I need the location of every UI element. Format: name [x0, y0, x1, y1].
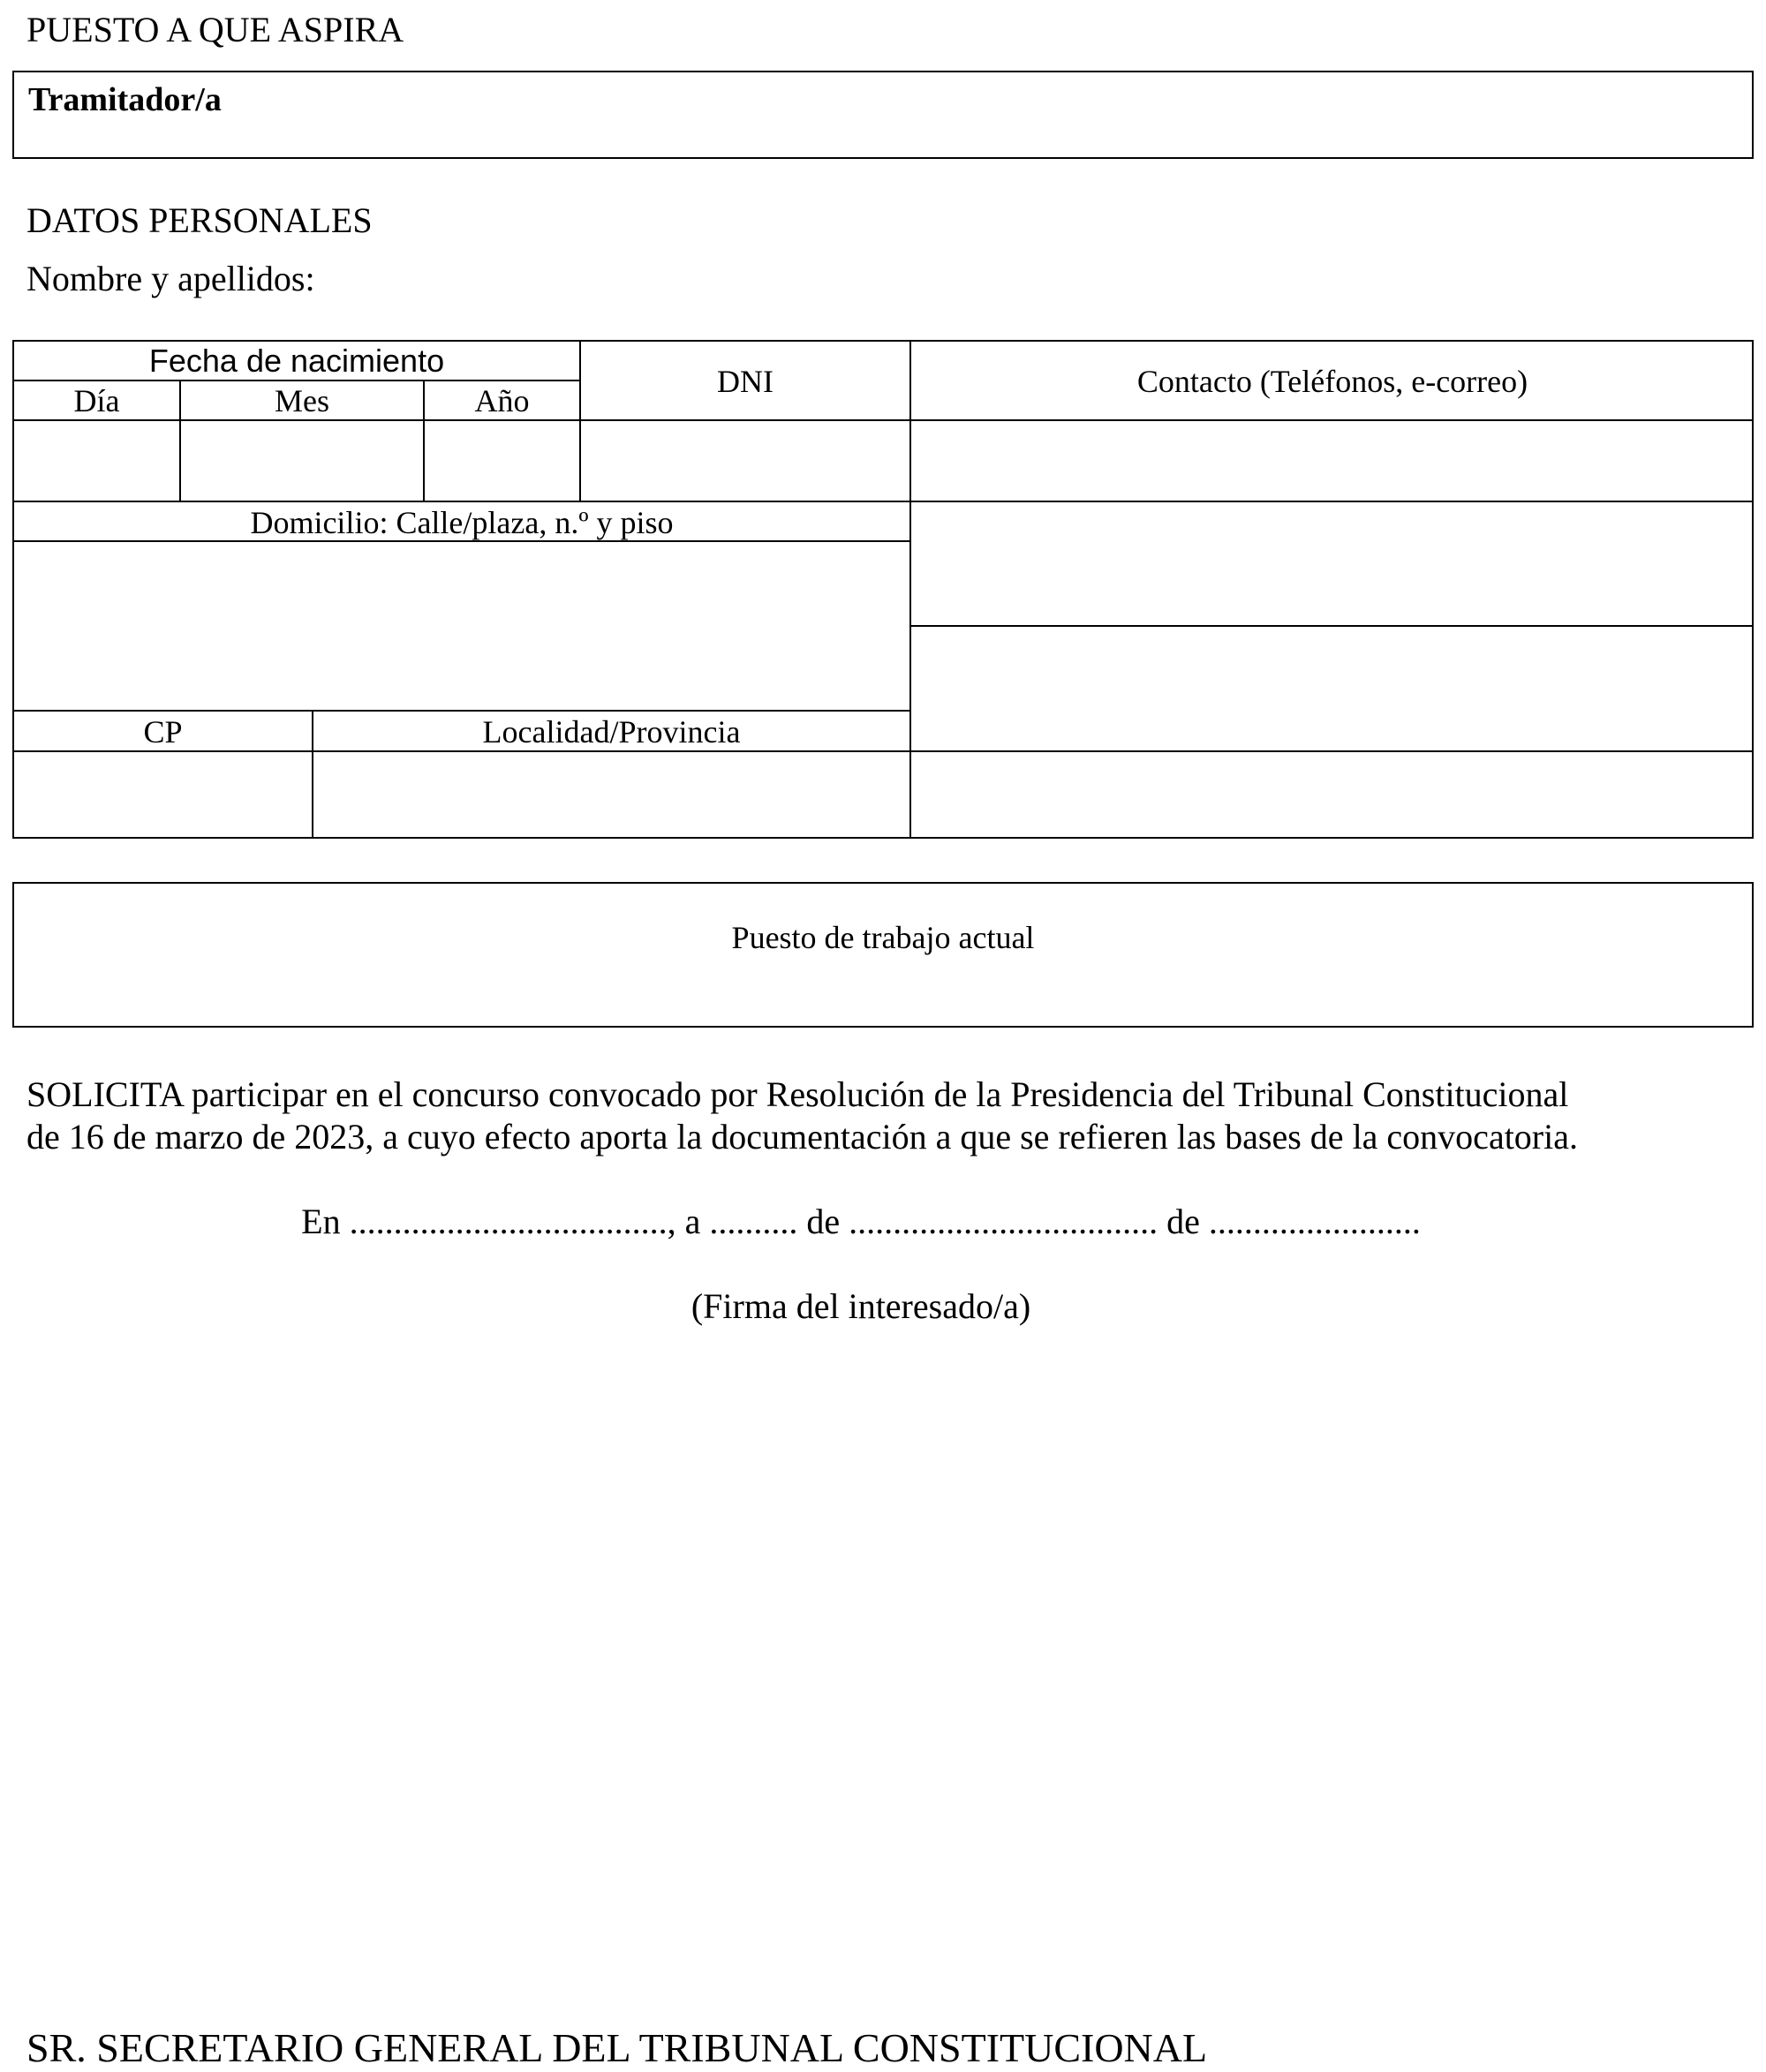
position-section-label: PUESTO A QUE ASPIRA: [26, 10, 404, 49]
table-divider: [909, 340, 911, 839]
name-label: Nombre y apellidos:: [26, 259, 315, 298]
place-date-line: En ...................................., a .......... de ................................... de ........................: [301, 1202, 1421, 1241]
request-line-2: de 16 de marzo de 2023, a cuyo efecto aporta la documentación a que se refieren las bases de la convocatoria.: [26, 1117, 1578, 1157]
table-divider: [12, 750, 1754, 752]
city-header: Localidad/Provincia: [482, 714, 741, 750]
addressee: SR. SECRETARIO GENERAL DEL TRIBUNAL CONSTITUCIONAL: [26, 2025, 1208, 2070]
postal-code-header: CP: [143, 714, 183, 750]
contact-header: Contacto (Teléfonos, e-correo): [1136, 364, 1528, 399]
current-job-box: [12, 882, 1754, 1028]
dni-header: DNI: [717, 364, 774, 399]
day-header: Día: [73, 383, 120, 418]
table-divider: [12, 501, 1754, 502]
signature-label: (Firma del interesado/a): [691, 1286, 1031, 1326]
table-divider: [12, 380, 581, 381]
current-job-label: Puesto de trabajo actual: [731, 920, 1035, 955]
position-value: Tramitador/a: [28, 81, 222, 118]
table-divider: [12, 540, 911, 542]
birth-date-header: Fecha de nacimiento: [148, 343, 445, 379]
personal-section-label: DATOS PERSONALES: [26, 200, 373, 240]
table-divider: [911, 625, 1754, 627]
position-box: [12, 71, 1754, 159]
table-divider: [12, 419, 1754, 421]
request-line-1: SOLICITA participar en el concurso convocado por Resolución de la Presidencia del Tribunal Constitucional: [26, 1074, 1569, 1114]
table-divider: [579, 340, 581, 502]
table-divider: [12, 710, 911, 712]
month-header: Mes: [275, 383, 329, 418]
address-header: Domicilio: Calle/plaza, n.º y piso: [250, 505, 674, 540]
year-header: Año: [474, 383, 530, 418]
